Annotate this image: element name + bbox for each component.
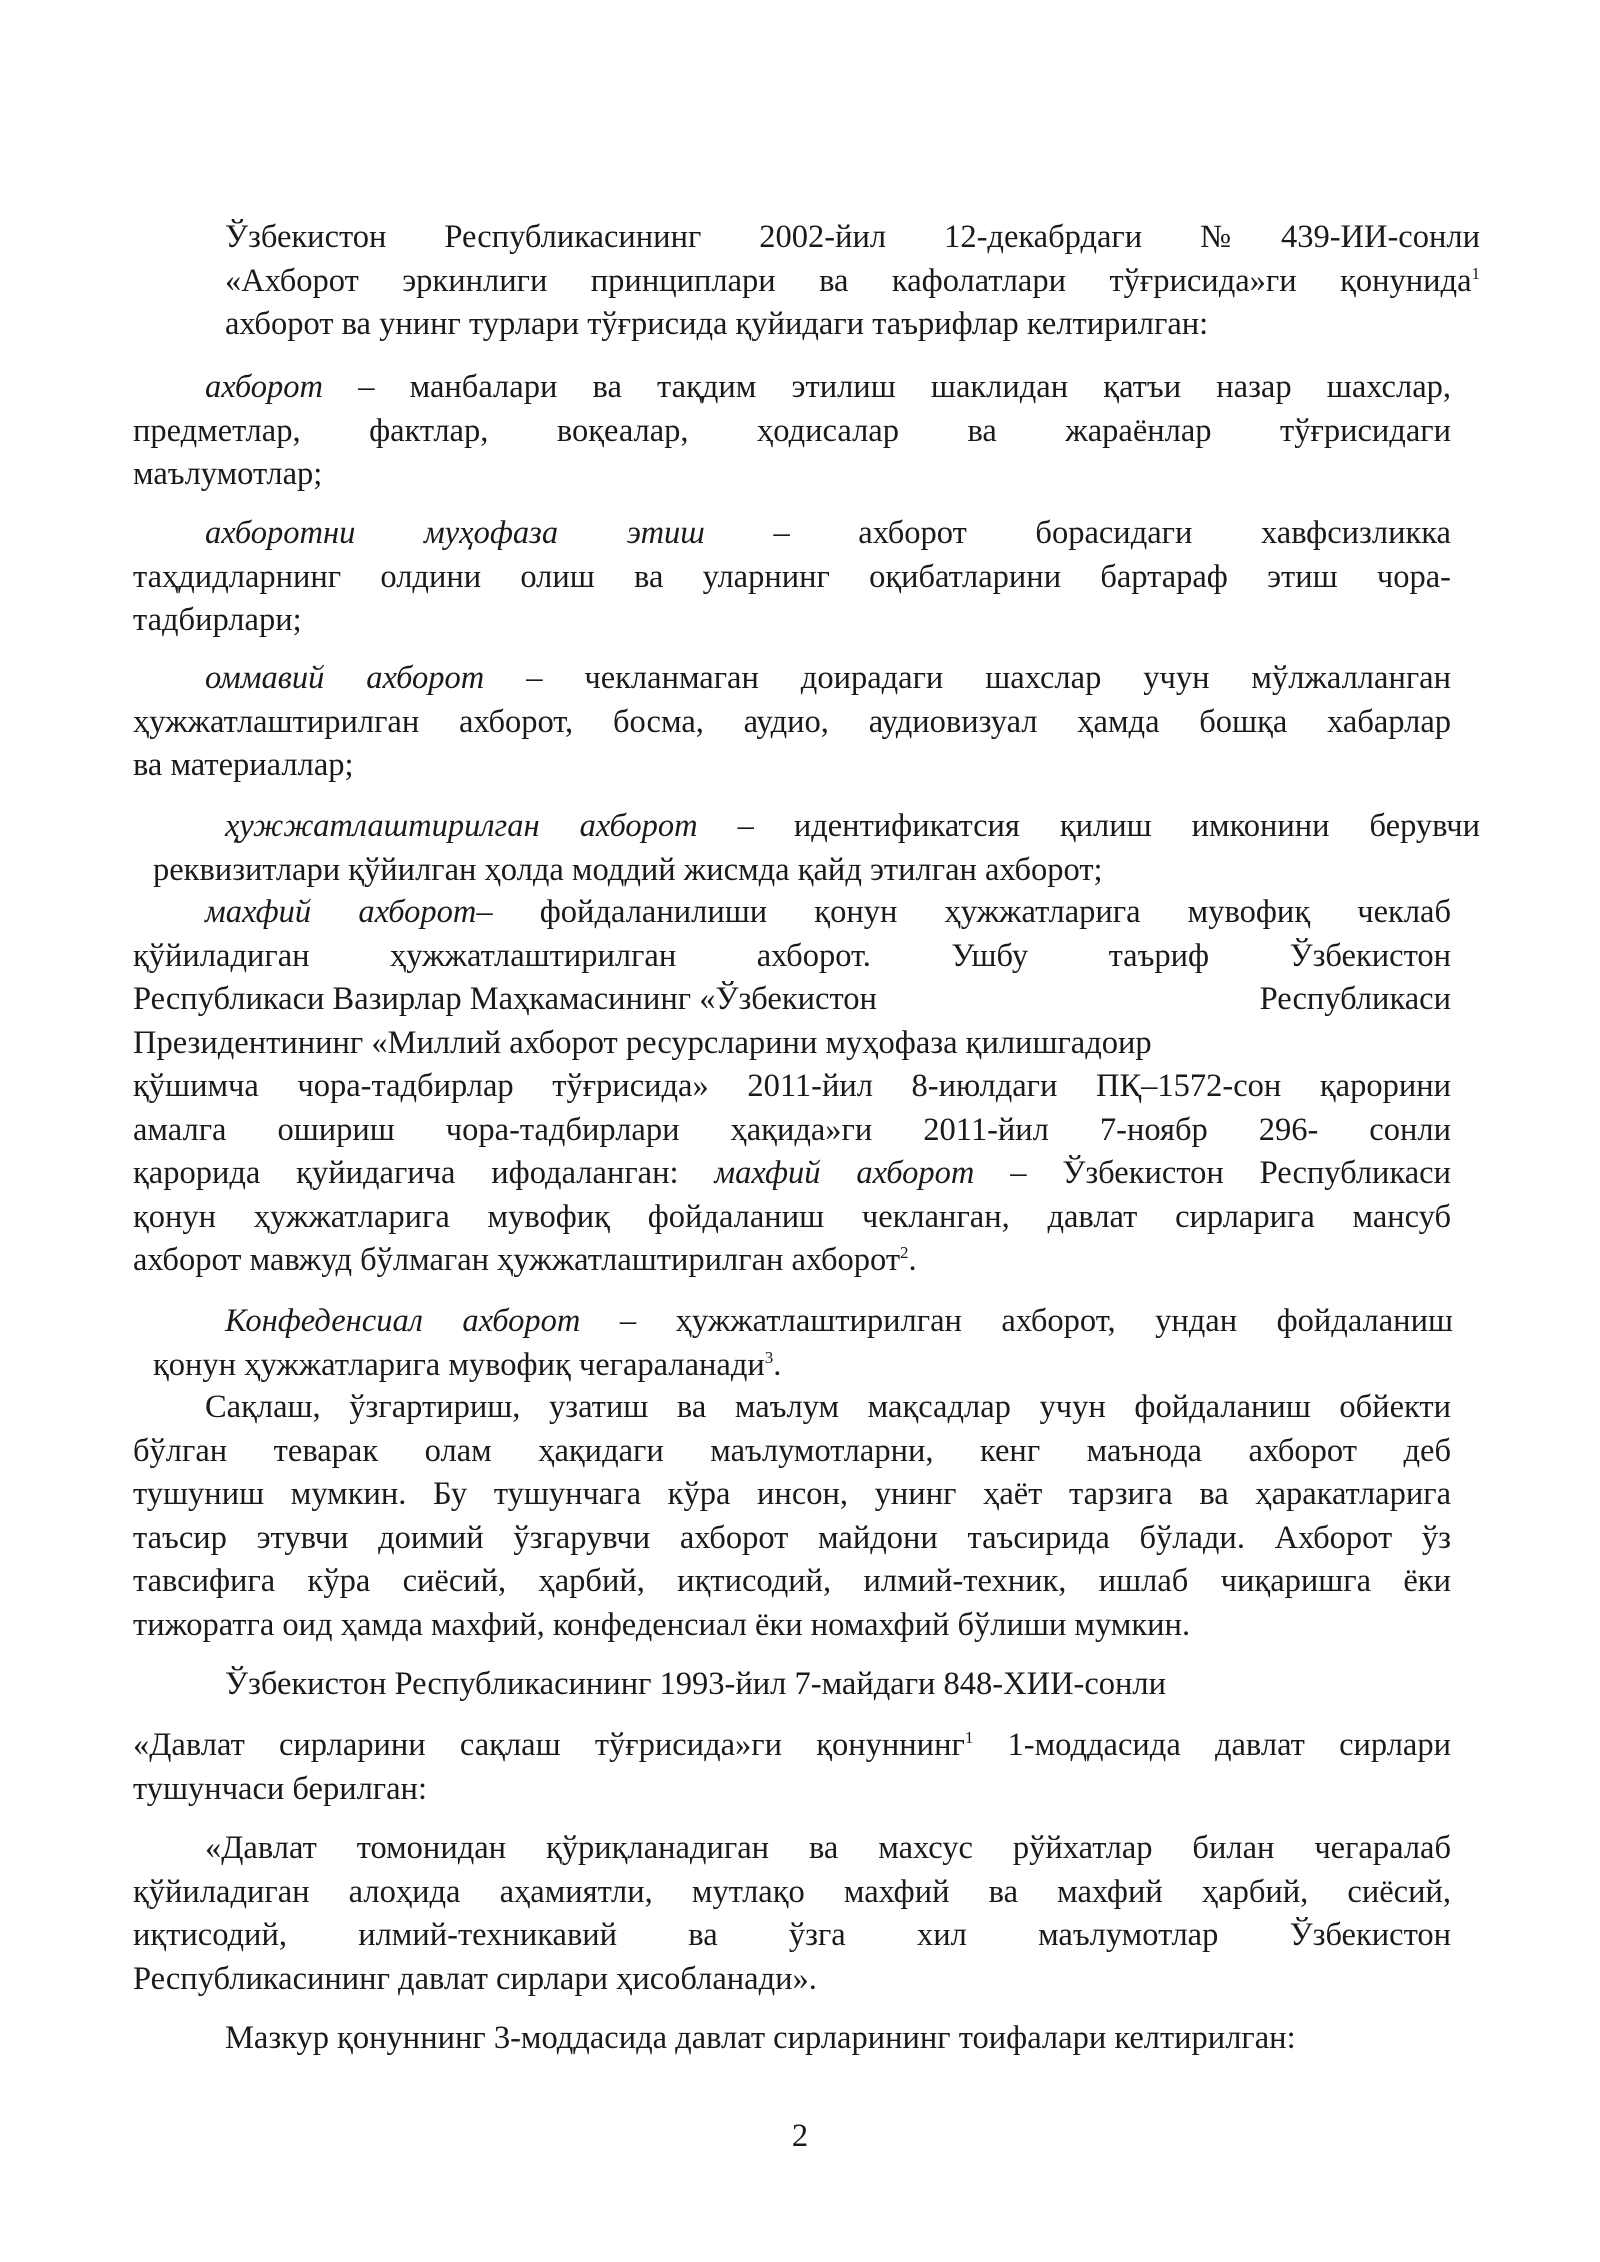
text-line: реквизитлари қўйилган ҳолда моддий жисмда қайд этилган ахборот; xyxy=(153,851,1103,888)
intro-paragraph xyxy=(225,216,1480,347)
text-line: ҳужжатлаштирилган ахборот, босма, аудио, аудиовизуал ҳамда бошқа хабарлар xyxy=(133,703,1451,740)
footnote-ref: 2 xyxy=(900,1243,909,1263)
text-span: Республикаси Вазирлар Маҳкамасининг «Ўзбекистон xyxy=(133,981,877,1017)
text-line: Сақлаш, ўзгартириш, узатиш ва маълум мақсадлар учун фойдаланиш обйекти xyxy=(205,1389,1451,1425)
text-span: «Ахборот эркинлиги принциплари ва кафолатлари тўғрисида»ги қонунида xyxy=(225,262,1472,299)
text-span: – Ўзбекистон Республикаси xyxy=(974,1155,1451,1191)
page-number: 2 xyxy=(791,2118,809,2154)
body-paragraph-davlat xyxy=(133,1724,1451,1811)
text-line xyxy=(133,1724,1451,1768)
text-line: иқтисодий, илмий-техникавий ва ўзга хил маълумотлар Ўзбекистон xyxy=(133,1917,1451,1953)
text-span: – фойдаланилиши қонун ҳужжатларига мувофиқ чеклаб xyxy=(476,894,1451,930)
definition-konfidensial xyxy=(153,1300,1453,1387)
text-span: «Давлат сирларини сақлаш тўғрисида»ги қонуннинг xyxy=(133,1727,965,1763)
definition-mahfiy xyxy=(133,891,1451,1283)
text-line: Президентининг «Миллий ахборот ресурсларини муҳофаза қилишгадоир xyxy=(133,1024,1152,1061)
text-line: тадбирлари; xyxy=(133,602,302,638)
definition-ommaviy xyxy=(133,657,1451,788)
definition-axborot xyxy=(133,366,1451,497)
footnote-ref: 1 xyxy=(964,1728,974,1748)
footnote-ref: 1 xyxy=(1471,263,1480,283)
defined-term: махфий ахборот xyxy=(205,894,477,930)
text-line: тушунчаси берилган: xyxy=(133,1770,427,1807)
body-paragraph-1993 xyxy=(225,1663,1451,1707)
text-span: . xyxy=(773,1346,782,1383)
text-span: қарорида қуйидагича ифодаланган: xyxy=(133,1155,715,1191)
defined-term: ҳужжатлаштирилган ахборот xyxy=(225,808,698,844)
text-line: тижоратга оид ҳамда махфий, конфеденсиал ёки номахфий бўлиши мумкин. xyxy=(133,1606,1191,1643)
text-line: маълумотлар; xyxy=(133,456,323,492)
text-line: Ўзбекистон Республикасининг 1993-йил 7-майдаги 848-ХИИ-сонли xyxy=(225,1666,1167,1702)
text-line xyxy=(133,512,1451,556)
text-line: тавсифига кўра сиёсий, ҳарбий, иқтисодий, илмий-техник, ишлаб чиқаришга ёки xyxy=(133,1563,1451,1599)
text-span: – манбалари ва тақдим этилиш шаклидан қатъи назар шахслар, xyxy=(323,369,1451,405)
text-line xyxy=(153,1300,1453,1344)
text-line: таъсир этувчи доимий ўзгарувчи ахборот майдони таъсирида бўлади. Ахборот ўз xyxy=(133,1519,1451,1556)
text-line: қўйиладиган ҳужжатлаштирилган ахборот. Ушбу таъриф Ўзбекистон xyxy=(133,937,1451,974)
text-line: Мазкур қонуннинг 3-моддасида давлат сирларининг тоифалари келтирилган: xyxy=(225,2020,1296,2056)
text-line: амалга ошириш чора-тадбирлари ҳақида»ги 2011-йил 7-ноябр 296- сонли xyxy=(133,1111,1451,1148)
text-span: – идентификатсия қилиш имконини берувчи xyxy=(697,808,1481,844)
text-line xyxy=(153,1344,1453,1388)
defined-term: ахборотни муҳофаза этиш xyxy=(205,515,705,551)
text-line: бўлган теварак олам ҳақидаги маълумотларни, кенг маънода ахборот деб xyxy=(133,1432,1451,1469)
text-line: ва материаллар; xyxy=(133,747,354,783)
text-span: Республикаси xyxy=(1259,981,1451,1017)
definition-muhofaza xyxy=(133,512,1451,643)
text-span: қонун ҳужжатларига мувофиқ чегараланади xyxy=(153,1346,765,1383)
text-span: ахборот мавжуд бўлмаган ҳужжатлаштирилган ахборот xyxy=(133,1242,901,1278)
text-line xyxy=(133,891,1451,935)
text-line: тушуниш мумкин. Бу тушунчага кўра инсон, унинг ҳаёт тарзига ва ҳаракатларига xyxy=(133,1476,1451,1512)
text-line xyxy=(133,657,1451,701)
body-paragraph-saqlash xyxy=(133,1386,1451,1647)
text-line: ахборот ва унинг турлари тўғрисида қуйидаги таърифлар келтирилган: xyxy=(225,306,1209,342)
defined-term: махфий ахборот xyxy=(714,1155,975,1191)
text-span: – ҳужжатлаштирилган ахборот, ундан фойдаланиш xyxy=(580,1303,1453,1339)
text-line: «Давлат томонидан қўриқланадиган ва махсус рўйхатлар билан чегаралаб xyxy=(205,1830,1451,1866)
text-line: қўйиладиган алоҳида аҳамиятли, мутлақо махфий ва махфий ҳарбий, сиёсий, xyxy=(133,1873,1451,1910)
text-line xyxy=(133,366,1451,410)
text-line: қўшимча чора-тадбирлар тўғрисида» 2011-йил 8-июлдаги ПҚ–1572-сон қарорини xyxy=(133,1068,1451,1104)
defined-term: ахборот xyxy=(205,369,324,405)
defined-term: Конфеденсиал ахборот xyxy=(225,1303,581,1339)
text-line xyxy=(133,1152,1451,1196)
text-line: Республикасининг давлат сирлари ҳисобланади». xyxy=(133,1960,817,1997)
text-line xyxy=(153,805,1480,849)
text-line xyxy=(133,1239,1451,1283)
quote-paragraph xyxy=(133,1827,1451,2001)
text-line: предметлар, фактлар, воқеалар, ҳодисалар ва жараёнлар тўғрисидаги xyxy=(133,412,1451,449)
text-line: қонун ҳужжатларига мувофиқ фойдаланиш чекланган, давлат сирларига мансуб xyxy=(133,1198,1451,1235)
body-paragraph-last xyxy=(225,2017,1485,2061)
definition-hujjat xyxy=(153,805,1480,892)
text-span: – чекланмаган доирадаги шахслар учун мўлжалланган xyxy=(484,660,1451,696)
text-line: таҳдидларнинг олдини олиш ва уларнинг оқибатларини бартараф этиш чора- xyxy=(133,558,1451,595)
footnote-ref: 3 xyxy=(764,1347,774,1367)
text-span: 1-моддасида давлат сирлари xyxy=(973,1727,1451,1763)
text-span: . xyxy=(908,1242,917,1278)
text-span: – ахборот борасидаги хавфсизликка xyxy=(704,515,1451,551)
text-line xyxy=(225,260,1480,304)
text-line xyxy=(133,978,1451,1022)
text-line: Ўзбекистон Республикасининг 2002-йил 12-декабрдаги №439-ИИ-сонли xyxy=(225,219,1480,255)
defined-term: оммавий ахборот xyxy=(205,660,485,696)
